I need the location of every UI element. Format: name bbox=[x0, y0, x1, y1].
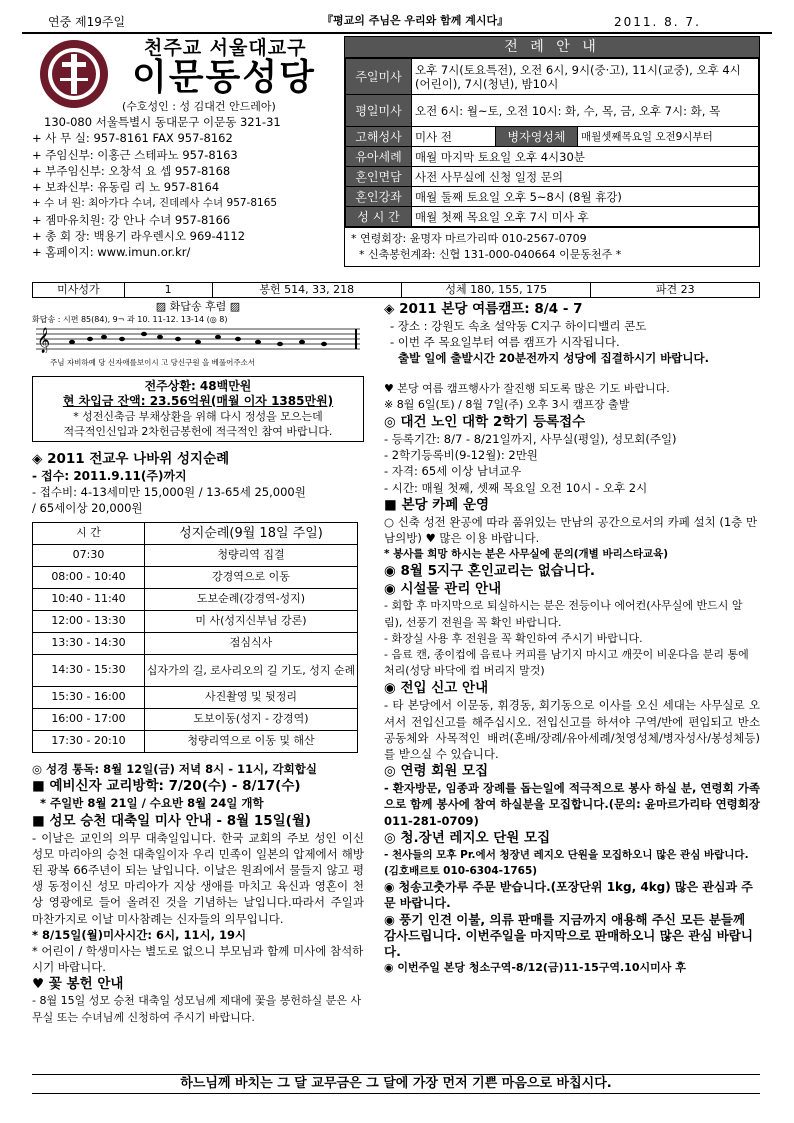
patron-saint: (수호성인 : 성 김대건 안드레아) bbox=[122, 100, 276, 113]
marriage-interview-info: 사전 사무실에 신청 일정 문의 bbox=[412, 167, 759, 187]
move-in-body: - 타 본당에서 이문동, 휘경동, 회기동으로 이사를 오신 세대는 사무실로 오셔서 전입신고를 해주십시오. 전입신고를 하셔야 구역/반에 편입되고 반소공동체와 사목적인 배려(혼배/장례/유아세례/첫영성체/병자성사/봉성체등)를 받으실 수 있습니다. bbox=[384, 698, 760, 762]
summer-camp-departure: ※ 8월 6일(토) / 8월 7일(주) 오후 3시 캠프장 출발 bbox=[384, 397, 630, 411]
contact-line: + 젬마유치원: 강 안나 수녀 957-8166 bbox=[32, 212, 231, 227]
mass-weekday-label: 평일미사 bbox=[346, 95, 412, 127]
cafe-title: ■ 본당 카페 운영 bbox=[384, 496, 490, 513]
funeral-association-contact: * 연령회장: 윤명자 마르가리따 010-2567-0709 bbox=[351, 232, 587, 245]
responsorial-psalm-title: ▨ 화답송 후렴 ▨ bbox=[155, 300, 241, 313]
mass-weekday-times: 오전 6시: 월~토, 오전 10시: 화, 수, 목, 금, 오후 7시: 화, 목 bbox=[412, 95, 759, 127]
catechumen-break-note: * 주일반 8월 21일 / 수요반 8월 24일 개학 bbox=[40, 796, 264, 811]
marriage-class-label: 혼인강좌 bbox=[346, 187, 412, 207]
marriage-interview-label: 혼인면담 bbox=[346, 167, 412, 187]
debt-appeal-2: 적극적인신입과 2차헌금봉헌에 적극적인 참여 바랍니다. bbox=[63, 424, 333, 438]
facility-rule: - 회합 후 마지막으로 퇴실하시는 분은 전등이나 에어컨(사무실에 반드시 알림), 선풍기 전원을 꼭 확인 바랍니다. bbox=[384, 599, 743, 629]
confession-time: 미사 전 bbox=[412, 127, 496, 147]
hymn-strip-label: 미사성가 bbox=[33, 283, 125, 297]
legio-title: ◎ 청.장년 레지오 단원 모집 bbox=[384, 829, 551, 846]
marriage-class-notice: ◉ 8월 5지구 혼인교리는 없습니다. bbox=[384, 563, 595, 580]
assumption-kids-note: * 어린이 / 학생미사는 별도로 없으니 부모님과 함께 미사에 참석하시기 바랍니다. bbox=[32, 943, 364, 975]
summer-camp-place: - 장소 : 강원도 속초 설악동 C지구 하이디밸리 콘도 bbox=[390, 319, 647, 333]
holy-hour-info: 매월 첫째 목요일 오후 7시 미사 후 bbox=[412, 207, 759, 227]
music-staff-icon bbox=[32, 325, 364, 353]
facility-rule: - 음료 캔, 종이컵에 음료나 커피를 남기지 마시고 깨끗이 비운다음 분리 통에 처리(성당 바닥에 컵 버리지 말것) bbox=[384, 648, 749, 678]
left-column bbox=[32, 300, 364, 1026]
move-in-title: ◉ 전입 신고 안내 bbox=[384, 680, 489, 697]
table-row: 08:00 - 10:40 강경역으로 이동 bbox=[33, 567, 358, 589]
marriage-class-info: 매월 둘째 토요일 오후 5~8시 (8월 휴강) bbox=[412, 187, 759, 207]
cleaning-duty-notice: ◉ 이번주일 본당 청소구역-8/12(금)11-15구역.10시미사 후 bbox=[384, 961, 686, 975]
funeral-members-title: ◎ 연령 회원 모집 bbox=[384, 763, 489, 780]
assumption-mass-times: * 8/15일(월)미사시간: 6시, 11시, 19시 bbox=[32, 927, 247, 942]
responsorial-psalm-ref: 화답송 : 시편 85(84), 9¬ 과 10. 11-12. 13-14 (◎ 8) bbox=[32, 315, 228, 324]
contact-line: + 수 녀 원: 최아가다 수녀, 진데레사 수녀 957-8165 bbox=[32, 197, 278, 210]
debt-repaid: 전주상환: 48백만원 bbox=[144, 378, 252, 393]
pilgrimage-schedule-table bbox=[32, 522, 358, 753]
senior-college-period: - 등록기간: 8/7 - 8/21일까지, 사무실(평일), 성모회(주일) bbox=[384, 432, 677, 447]
parish-seal-icon bbox=[38, 38, 110, 110]
holy-hour-label: 성 시 간 bbox=[346, 207, 412, 227]
hymn-numbers-strip bbox=[32, 282, 760, 298]
sick-communion-label: 병자영성체 bbox=[496, 127, 578, 147]
pilgrimage-fee-senior: / 65세이상 20,000원 bbox=[32, 500, 143, 515]
liturgy-table bbox=[344, 36, 760, 267]
diocese-name: 천주교 서울대교구 bbox=[144, 37, 307, 59]
summer-camp-title: ◈ 2011 본당 여름캠프: 8/4 - 7 bbox=[384, 301, 583, 317]
right-column bbox=[384, 300, 760, 977]
bulletin-header bbox=[22, 14, 772, 32]
hymn-offertory: 봉헌 514, 33, 218 bbox=[213, 283, 402, 297]
header-rule bbox=[22, 32, 772, 34]
assumption-mass-body: - 이날은 교인의 의무 대축일입니다. 한국 교회의 주보 성인 이신 성모 마리아의 승천 대축일이자 우리 민족이 일본의 압제에서 해방된 광복 66주년이 되는 날입니다. 이날은 원죄에서 물들지 않고 평생 동정이신 성모 마리아가 지상 생애를 마치고 육신과 영혼이 천상 영광에로 들어 올려진 것을 기념하는 날입니다.따라서 주일과 마찬가지로 이날 미사참례는 신자들의 의무입니다. bbox=[32, 830, 364, 926]
cafe-volunteer-note: * 봉사를 희망 하시는 분은 사무실에 문의(개별 바리스타교육) bbox=[384, 548, 669, 561]
motto: 『평교의 주님은 우리와 함께 계시다』 bbox=[322, 14, 509, 27]
homepage-link[interactable]: + 홈페이지: www.imun.or.kr/ bbox=[32, 245, 191, 260]
contact-line: + 총 회 장: 백용기 라우렌시오 969-4112 bbox=[32, 229, 246, 244]
pilgrimage-fee: - 접수비: 4-13세미만 15,000원 / 13-65세 25,000원 bbox=[32, 484, 306, 499]
bible-reading-notice: ◎ 성경 통독: 8월 12일(금) 저녁 8시 - 11시, 각회합실 bbox=[32, 762, 317, 777]
senior-college-eligibility: - 자격: 65세 이상 남녀교우 bbox=[384, 464, 522, 479]
contact-line: + 부주임신부: 오창석 요 셉 957-8168 bbox=[32, 163, 231, 178]
infant-baptism-label: 유아세례 bbox=[346, 147, 412, 167]
hymn-entrance: 1 bbox=[125, 283, 213, 297]
catechumen-break-title: ■ 예비신자 교리방학: 7/20(수) - 8/17(수) bbox=[32, 778, 301, 795]
confession-label: 고해성사 bbox=[346, 127, 412, 147]
hymn-recessional: 파견 23 bbox=[655, 283, 695, 296]
bedding-sale-notice: ◉ 풍기 인견 이불, 의류 판매를 지금까지 애용해 주신 모든 분들께 감사드립니다. 이번주일을 마지막으로 판매하오니 많은 관심 바랍니다. bbox=[384, 911, 753, 960]
cafe-body: ○ 신축 성전 완공에 따라 품위있는 만남의 공간으로서의 카페 설치 (1층 만남의방) ♥ 많은 이용 바랍니다. bbox=[384, 514, 758, 546]
summer-camp-start: - 이번 주 목요일부터 여름 캠프가 시작됩니다. bbox=[390, 335, 620, 350]
table-row: 17:30 - 20:10 청량리역으로 이동 및 해산 bbox=[33, 731, 358, 753]
table-row: 13:30 - 14:30 점심식사 bbox=[33, 633, 358, 655]
parish-banner bbox=[32, 36, 340, 114]
table-row: 12:00 - 13:30 미 사(성지신부님 강론) bbox=[33, 611, 358, 633]
pilgrimage-title: ◈ 2011 전교우 나바위 성지순례 bbox=[32, 450, 230, 467]
mass-sunday-label: 주일미사 bbox=[346, 59, 412, 95]
debt-remaining: 현 차입금 잔액: 23.56억원(매월 이자 1385만원) bbox=[62, 393, 334, 408]
debt-appeal: * 성전신축금 부채상환을 위해 다시 정성을 모으는데 bbox=[73, 409, 323, 423]
table-row: 07:30 청량리역 집결 bbox=[33, 545, 358, 567]
contact-line: + 보좌신부: 유동림 리 노 957-8164 bbox=[32, 180, 220, 195]
summer-camp-gather: 출발 일에 출발시간 20분전까지 성당에 집결하시기 바랍니다. bbox=[398, 351, 710, 366]
liturgical-week: 연중 제19주일 bbox=[48, 15, 126, 29]
parish-address: 130-080 서울특별시 동대문구 이문동 321-31 bbox=[44, 115, 281, 129]
schedule-header-event: 성지순례(9월 18일 주일) bbox=[145, 523, 358, 545]
hymn-communion: 성체 180, 155, 175 bbox=[402, 283, 591, 297]
infant-baptism-time: 매월 마지막 토요일 오후 4시30분 bbox=[412, 147, 759, 167]
debt-status-box bbox=[32, 376, 364, 442]
senior-college-title: ◎ 대건 노인 대학 2학기 등록접수 bbox=[384, 414, 586, 431]
pepper-order-notice: ◉ 청송고춧가루 주문 받습니다.(포장단위 1kg, 4kg) 많은 관심과 주문 바랍니다. bbox=[384, 880, 753, 911]
parish-name: 이문동성당 bbox=[132, 57, 316, 98]
assumption-mass-title: ■ 성모 승천 대축일 미사 안내 - 8월 15일(월) bbox=[32, 812, 312, 829]
donation-account: * 신축봉헌계좌: 신협 131-000-040664 이문동천주 * bbox=[359, 248, 622, 261]
tithe-footer: 하느님께 바치는 그 달 교무금은 그 달에 가장 먼저 기쁜 마음으로 바칩시다. bbox=[32, 1074, 760, 1094]
svg-text:𝄞: 𝄞 bbox=[37, 328, 51, 353]
table-row: 10:40 - 11:40 도보순례(강경역-성지) bbox=[33, 589, 358, 611]
sick-communion-time: 매월셋째목요일 오전9시부터 bbox=[578, 127, 759, 147]
funeral-members-body: - 환자방문, 임종과 장례를 돕는일에 적극적으로 봉사 하실 분, 연령회 가족으로 함께 봉사에 참여 하실분을 모집합니다.(문의: 윤마르가리타 연령회장 011-281-0709) bbox=[384, 781, 760, 828]
flower-offering-body: - 8월 15일 성모 승천 대축일 성모님께 제대에 꽃을 봉헌하실 분은 사무실 또는 수녀님께 신청하여 주시기 바랍니다. bbox=[32, 994, 362, 1024]
facility-rule: - 화장실 사용 후 전원을 꼭 확인하여 주시기 바랍니다. bbox=[384, 631, 643, 645]
pilgrimage-deadline: - 접수: 2011.9.11(주)까지 bbox=[32, 468, 187, 483]
table-row: 15:30 - 16:00 사진촬영 및 뒷정리 bbox=[33, 687, 358, 709]
contact-line: + 사 무 실: 957-8161 FAX 957-8162 bbox=[32, 131, 233, 146]
table-row: 16:00 - 17:00 도보이동(성지 - 강경역) bbox=[33, 709, 358, 731]
mass-sunday-times: 오후 7시(토요특전), 오전 6시, 9시(중·고), 11시(교중), 오후 4시(어린이), 7시(청년), 밤10시 bbox=[412, 59, 759, 95]
senior-college-time: - 시간: 매월 첫째, 셋째 목요일 오전 10시 - 오후 2시 bbox=[384, 480, 648, 495]
flower-offering-title: ♥ 꽃 봉헌 안내 bbox=[32, 976, 124, 993]
schedule-header-time: 시 간 bbox=[33, 523, 145, 545]
facility-title: ◉ 시설물 관리 안내 bbox=[384, 581, 502, 598]
legio-body: - 천사들의 모후 Pr.에서 청장년 레지오 단원을 모집하오니 많은 관심 바랍니다.(김호배르토 010-6304-1765) bbox=[384, 848, 749, 878]
issue-date: 2011. 8. 7. bbox=[614, 15, 701, 29]
parish-contacts bbox=[32, 114, 342, 261]
responsorial-psalm-lyrics: 주님 자비하예 당 신자애를보이시 고 당신구원 을 베풀어주소서 bbox=[50, 357, 256, 367]
table-row: 14:30 - 15:30 십자가의 길, 로사리오의 길 기도, 성지 순례 bbox=[33, 655, 358, 687]
summer-camp-prayer: ♥ 본당 여름 캠프행사가 잘진행 되도록 많은 기도 바랍니다. bbox=[384, 381, 670, 395]
contact-line: + 주임신부: 이홍근 스테파노 957-8163 bbox=[32, 147, 238, 162]
liturgy-title: 전 례 안 내 bbox=[345, 37, 759, 58]
senior-college-fee: - 2학기등록비(9-12월): 2만원 bbox=[384, 448, 538, 463]
